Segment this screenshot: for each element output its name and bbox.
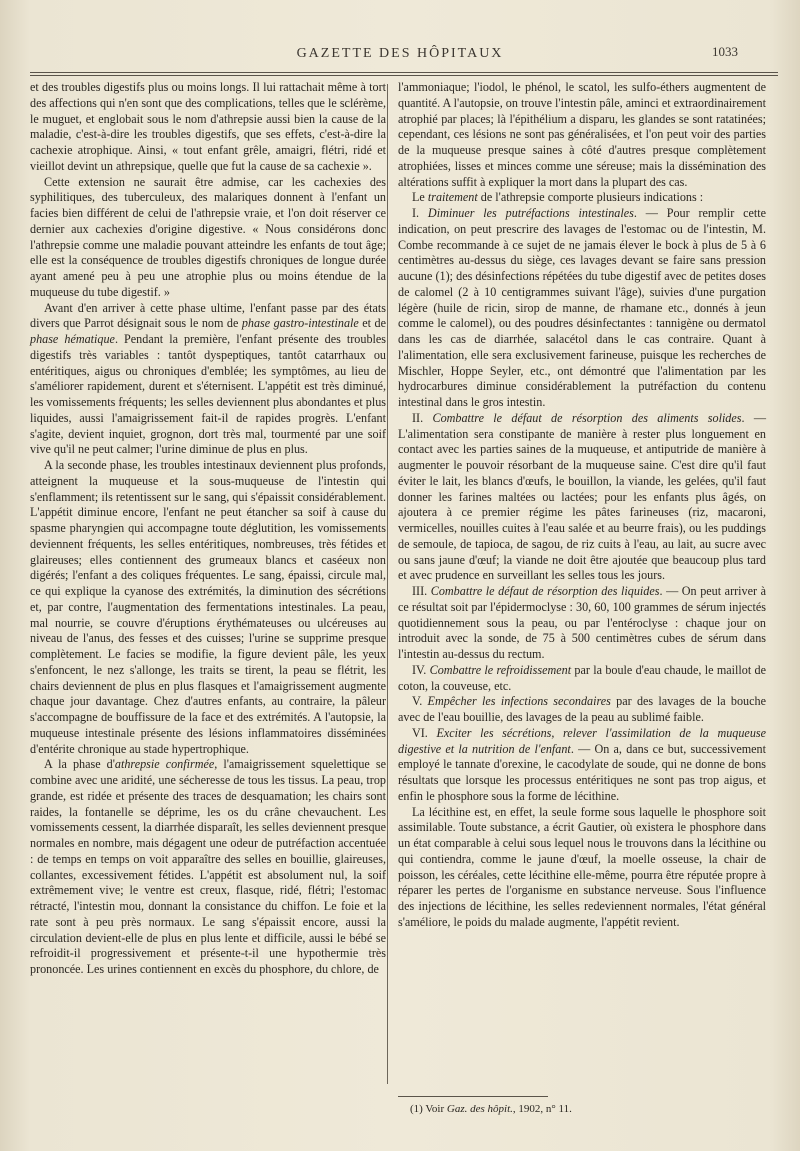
header-rule-bottom	[30, 75, 778, 76]
footnote-rule	[398, 1096, 548, 1097]
right-column	[398, 80, 766, 931]
column-divider	[387, 84, 388, 1084]
paragraph: Cette extension ne saurait être admise, car les cachexies des syphilitiques, des tuberculeux, des malariques donnent à l'enfant un facies bien différent de celui de l'athrepsie vraie, et l'on doit réserver ce dernier aux cachexies d'origine digestive. « Nous considérons donc l'athrepsie comme une maladie pouvant atteindre les enfants de tout âge; elle est la conséquence de troubles digestifs chroniques de longue durée ayant amené peu à peu une atrophie plus ou moins étendue de la muqueuse du tube digestif. »	[30, 174, 386, 299]
paragraph: A la seconde phase, les troubles intestinaux deviennent plus profonds, atteignent la muqueuse et la sous-muqueuse de l'intestin qui s'enflamment; ils retentissent sur le sang, qui s'épaissit considérablement. L'appétit diminue encore, l'enfant ne peut étancher sa soif à cause du spasme pharyngien qui accompagne toute déglutition, les vomissements deviennent fréquents, les selles entéritiques, nombreuses, très fétides et glaireuses; elles contiennent des grumeaux blancs et caséeux non digérés; l'enfant a des coliques fréquentes. Le sang, épaissi, circule mal, ce qui explique la cyanose des extrémités, la diminution des sécrétions et, par contre, l'augmentation des fermentations intestinales. La peau, mal nourrie, se couvre d'éruptions érythémateuses ou ulcéreuses au niveau de l'anus, des fesses et des cuisses; l'urine se supprime presque complètement. Le facies se modifie, la figure devient pâle, les yeux s'enfoncent, le nez s'allonge, les traits se tirent, la peau se flétrit, les chairs deviennent de plus en plus flasques et l'amaigrissement augmente chaque jour davantage. Chez d'autres enfants, au contraire, la pâleur s'accompagne de bouffissure de la face et des extrémités. A l'autopsie, la muqueuse intestinale présente des lésions inflammatoires disséminées d'entérite chronique au stade hypertrophique.	[30, 458, 386, 756]
header-rule-top	[30, 72, 778, 73]
paragraph: et des troubles digestifs plus ou moins longs. Il lui rattachait même à tort des affections qui n'en sont que des complications, telles que le sclérème, le muguet, et englobait sous le nom d'athrepsie aussi bien la cause de la maladie, c'est-à-dire les troubles digestifs, que ses effets, c'est-à-dire la cachexie atrophique. Ainsi, « tout enfant grêle, amaigri, flétri, ridé et vieillot devint un athrepsique, quelle que fut la cause de sa cachexie ».	[30, 80, 386, 173]
indication-6: VI. Exciter les sécrétions, relever l'assimilation de la muqueuse digestive et la nutrition de l'enfant. — On a, dans ce but, successivement employé le tannate d'orexine, le cacodylate de soude, qui ne donne de bons résultats que lorsque les processus entéritiques ne sont pas trop aigus, et enfin le phosphore sous la forme de lécithine.	[398, 725, 766, 803]
indication-4: IV. Combattre le refroidissement par la boule d'eau chaude, le maillot de coton, la couveuse, etc.	[398, 662, 766, 693]
paragraph: Le traitement de l'athrepsie comporte plusieurs indications :	[412, 190, 704, 205]
indication-5: V. Empêcher les infections secondaires par des lavages de la bouche avec de l'eau bouillie, des lavages de la peau au sublimé faible.	[398, 694, 766, 724]
paragraph: Avant d'en arriver à cette phase ultime, l'enfant passe par des états divers que Parrot désignait sous le nom de phase gastro-intestinale et de phase hématique. Pendant la première, l'enfant présente des troubles digestifs très variables : tantôt dyspeptiques, tantôt catarrhaux ou entéritiques, aigus ou chroniques d'emblée; les symptômes, au lieu de s'améliorer rapidement, durent et s'éternisent. L'appétit est très diminué, les vomissements fréquents; les selles deviennent plus abondantes et plus liquides, aussi l'amaigrissement fait-il de rapides progrès. L'enfant s'agite, devient inquiet, grognon, dort très mal, tourmenté par une soif vive qu'il ne peut calmer; l'urine diminue de plus en plus.	[30, 300, 387, 457]
paragraph: A la phase d'athrepsie confirmée, l'amaigrissement squelettique se combine avec une aridité, une sécheresse de tous les tissus. La peau, trop grande, est ridée et présente des traces de desquamation; les chairs sont raides, la fontanelle se déprime, les os du crâne chevauchent. Les vomissements cessent, la diarrhée disparaît, les selles deviennent presque normales en nombre, mais dégagent une odeur de putréfaction accentuée : de temps en temps on voit apparaître des selles en bouillie, glaireuses, collantes, excessivement fétides. L'appétit est absolument nul, la soif extrêmement vive; le ventre est creux, flasque, ridé, flétri; l'estomac rétracté, l'intestin mou, donnant la consistance du chiffon. Le foie et la rate sont à peu près normaux. Le sang s'épaissit encore, aussi la circulation devient-elle de plus en plus lente et difficile, aussi le bébé se refroidit-il progressivement et présente-t-il une hypothermie très prononcée. Les urines contiennent en excès du phosphore, du chlore, de	[30, 757, 387, 976]
paragraph: La lécithine est, en effet, la seule forme sous laquelle le phosphore soit assimilable. Toute substance, a écrit Gautier, où existera le phosphore dans un état comparable à celui sous lequel nous le trouvons dans la lécithine ou qui contiendra, comme le jaune d'œuf, la moelle osseuse, la chair de poisson, les céréales, cette lécithine elle-même, pourra être réputée propre à réparer les pertes de l'organisme en substance nerveuse. Sous l'influence des injections de lécithine, les selles redeviennent normales, l'état général s'améliore, le poids du malade augmente, l'appétit revient.	[398, 804, 766, 929]
left-column	[30, 80, 386, 978]
page-number: 1033	[712, 44, 738, 59]
running-head	[0, 40, 800, 68]
indication-2: II. Combattre le défaut de résorption des aliments solides. — L'alimentation sera constipante de manière à rester plus longuement en contact avec les parties saines de la muqueuse, et antiputride de manière à augmenter le pouvoir résorbant de la muqueuse saine. C'est dire qu'il faut éviter le lait, les blancs d'œufs, le bouillon, la viande, les gelées, qu'il faut donner les farines maltées ou lactées; pour les enfants plus âgés, on ajoutera à ce premier régime les pâtes farineuses (riz, macaroni, vermicelles, nouilles cuites à l'eau salée et au beurre frais), ou les puddings de semoule, de tapioca, de sagou, de riz cuits à l'eau, au lait, au sucre avec ou sans jaune d'œuf; la viande ne doit être ajoutée que beaucoup plus tard et avec prudence en surveillant les selles tous les jours.	[398, 410, 767, 583]
footnote: (1) Voir Gaz. des hôpit., 1902, n° 11.	[410, 1103, 572, 1115]
indication-1: I. Diminuer les putréfactions intestinales. — Pour remplir cette indication, on peut prescrire des lavages de l'estomac ou de l'intestin, M. Combe recommande à ce sujet de ne jamais élever le bock à plus de 5 à 6 centimètres au-dessus du siège, ces lavages devant se faire sans pression aucune (1); des désinfections répétées du tube digestif avec de petites doses de calomel (2 à 10 centigrammes suivant l'âge), suivies d'une purgation légère (huile de ricin, sirop de manne, de rhamane etc., donnés à jeun comme le calomel), ou des poudres désinfectantes : tannigène ou dermatol dans les cas de diarrhée, salacétol dans le cas contraire. Quant à l'alimentation, elle sera exclusivement farineuse, puisque les recherches de Mischler, Hoppe Seyler, etc., ont démontré que l'alimentation par les hydrocarbures diminue considérablement la putréfaction du contenu intestinal dans le gros intestin.	[398, 206, 766, 409]
journal-title: GAZETTE DES HÔPITAUX	[296, 46, 504, 61]
indication-3: III. Combattre le défaut de résorption des liquides. — On peut arriver à ce résultat soit par l'épidermoclyse : 30, 60, 100 grammes de sérum injectés quotidiennement sous la peau, ou par l'entéroclyse : chaque jour on introduit avec la sonde, de 75 à 500 centimètres cubes de sérum dans l'intestin au-dessus du rectum.	[398, 584, 766, 661]
paragraph: l'ammoniaque; l'iodol, le phénol, le scatol, les sulfo-éthers augmentent de quantité. A l'autopsie, on trouve l'intestin pâle, aminci et extraordinairement atrophié par places; là l'épithélium a disparu, les glandes se sont ratatinées; cependant, ces lésions ne sont pas généralisées, et l'on peut voir des parties de la muqueuse presque saines à côté d'autres presque complètement atrophiées, lisses et minces comme une séreuse; mais la dissémination des altérations suffit à expliquer la mort dans la plupart des cas.	[398, 80, 766, 189]
